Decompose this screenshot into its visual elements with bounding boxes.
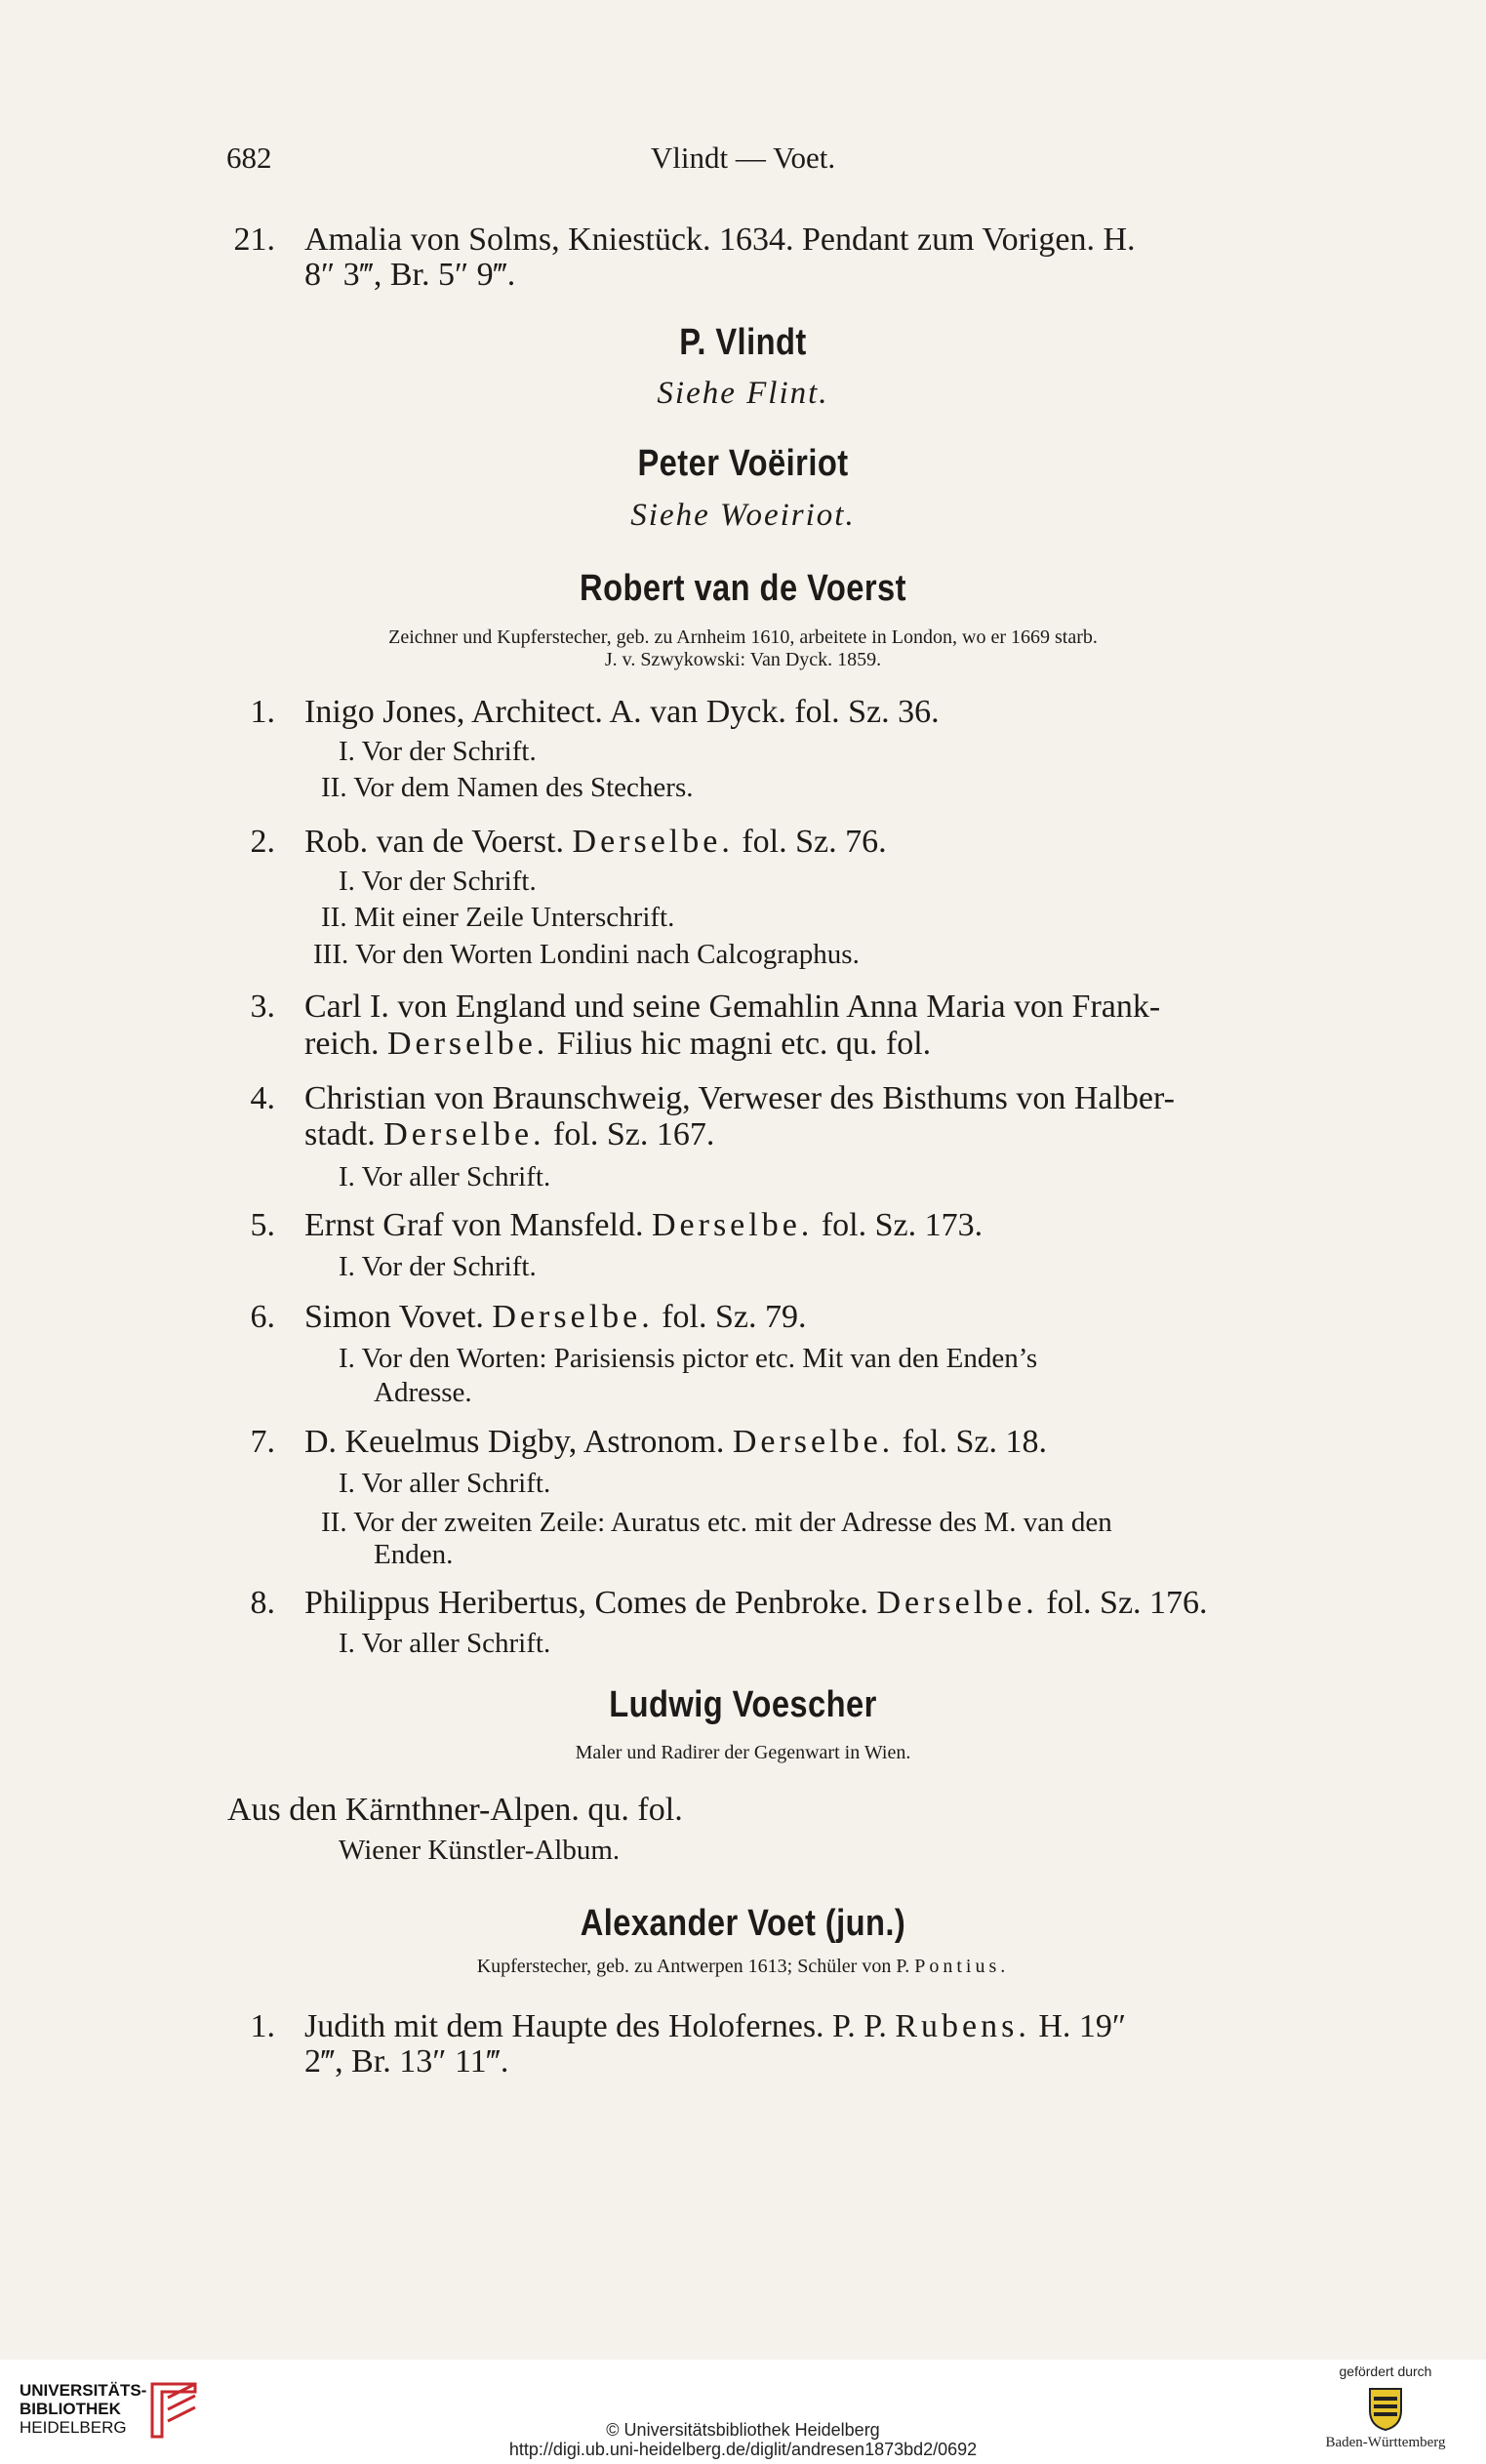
entry-number: 2.	[250, 824, 275, 860]
state-line: Wiener Künstler-Album.	[339, 1835, 621, 1866]
entry-format: fol. Sz. 167.	[553, 1116, 715, 1152]
state-line: I. Vor aller Schrift.	[339, 1161, 551, 1192]
entry-number: 6.	[250, 1299, 275, 1335]
entry-text: Amalia von Solms, Kniestück. 1634. Pendant zum Vorigen. H.	[304, 222, 1136, 258]
entry-text: 2‴, Br. 13″ 11‴.	[304, 2043, 509, 2080]
artist-heading: Ludwig Voescher	[609, 1684, 877, 1725]
entry-format: Filius hic magni etc. qu. fol.	[556, 1026, 932, 1062]
state-line: I. Vor der Schrift.	[339, 1251, 537, 1282]
artist-heading: Alexander Voet (jun.)	[580, 1903, 906, 1944]
artist-ref: Derselbe.	[386, 1026, 549, 1062]
entry-title	[304, 1115, 714, 1154]
entry-format: fol. Sz. 173.	[821, 1207, 984, 1243]
state-line: I. Vor der Schrift.	[339, 736, 537, 767]
running-title: Vlindt — Voet.	[650, 141, 836, 175]
artist-ref: Derselbe.	[492, 1299, 654, 1335]
entry-title: Aus den Kärnthner-Alpen. qu. fol.	[227, 1792, 683, 1828]
state-line: II. Vor dem Namen des Stechers.	[321, 772, 694, 803]
entry-number: 4.	[250, 1080, 275, 1116]
artist-ref: Derselbe.	[572, 824, 734, 860]
bio-teacher: Pontius.	[914, 1956, 1010, 1977]
library-name-line: BIBLIOTHEK	[20, 2400, 121, 2418]
entry-title	[304, 2007, 1126, 2046]
entry-subject: stadt.	[304, 1116, 376, 1152]
entry-number: 7.	[250, 1424, 275, 1460]
entry-title: Inigo Jones, Architect. A. van Dyck. fol. Sz. 36.	[304, 694, 940, 730]
entry-subject: reich.	[304, 1026, 380, 1062]
entry-subject: Judith mit dem Haupte des Holofernes. P. P.	[304, 2008, 887, 2044]
entry-subject: Philippus Heribertus, Comes de Penbroke.	[304, 1585, 868, 1621]
entry-title: Carl I. von England und seine Gemahlin Anna Maria von Frank-	[304, 989, 1161, 1025]
entry-title	[304, 1423, 1047, 1462]
artist-ref: Rubens.	[895, 2008, 1030, 2044]
entry-number: 5.	[250, 1207, 275, 1243]
artist-ref: Derselbe.	[876, 1585, 1038, 1621]
artist-ref: Derselbe.	[732, 1424, 895, 1460]
coat-of-arms-icon	[1358, 2385, 1413, 2432]
artist-heading: Robert van de Voerst	[580, 568, 906, 609]
page-number: 682	[226, 141, 272, 175]
state-line: I. Vor den Worten: Parisiensis pictor etc. Mit van den Enden’s	[339, 1343, 1038, 1374]
entry-title	[304, 1584, 1208, 1623]
artist-ref: Derselbe.	[651, 1207, 814, 1243]
entry-title	[304, 1025, 931, 1064]
entry-subject: D. Keuelmus Digby, Astronom.	[304, 1424, 725, 1460]
cross-reference: Siehe Flint.	[657, 376, 829, 411]
bio-text: Kupferstecher, geb. zu Antwerpen 1613; Schüler von P.	[476, 1956, 910, 1977]
entry-number: 8.	[250, 1585, 275, 1621]
artist-bio: Zeichner und Kupferstecher, geb. zu Arnheim 1610, arbeitete in London, wo er 1669 starb.	[388, 626, 1098, 648]
state-line: II. Vor der zweiten Zeile: Auratus etc. mit der Adresse des M. van den	[321, 1507, 1112, 1538]
entry-title	[304, 823, 887, 862]
state-line: I. Vor aller Schrift.	[339, 1628, 551, 1659]
entry-format: H. 19″	[1038, 2008, 1127, 2044]
entry-subject: Ernst Graf von Mansfeld.	[304, 1207, 644, 1243]
artist-ref: Derselbe.	[383, 1116, 545, 1152]
entry-subject: Simon Vovet.	[304, 1299, 484, 1335]
state-line: II. Mit einer Zeile Unterschrift.	[321, 902, 675, 933]
state-line: I. Vor aller Schrift.	[339, 1468, 551, 1499]
artist-bio	[0, 1955, 1486, 1978]
entry-format: fol. Sz. 18.	[902, 1424, 1047, 1460]
state-label: Baden-Württemberg	[1325, 2435, 1446, 2450]
entry-title: Christian von Braunschweig, Verweser des Bisthums von Halber-	[304, 1080, 1175, 1116]
state-line: Adresse.	[374, 1377, 472, 1408]
state-line: Enden.	[374, 1539, 454, 1570]
artist-heading: Peter Voëiriot	[637, 443, 849, 484]
entry-number: 1.	[250, 2008, 275, 2044]
entry-number: 21.	[233, 222, 275, 258]
library-name-line: UNIVERSITÄTS-	[20, 2381, 147, 2400]
artist-heading: P. Vlindt	[679, 322, 807, 363]
entry-number: 3.	[250, 989, 275, 1025]
entry-number: 1.	[250, 694, 275, 730]
entry-format: fol. Sz. 176.	[1046, 1585, 1208, 1621]
entry-title	[304, 1298, 807, 1337]
entry-text: 8″ 3‴, Br. 5″ 9‴.	[304, 257, 516, 293]
cross-reference: Siehe Woeiriot.	[630, 498, 856, 533]
funded-label: gefördert durch	[1339, 2363, 1432, 2379]
artist-bio: Maler und Radirer der Gegenwart in Wien.	[575, 1742, 911, 1763]
entry-format: fol. Sz. 76.	[742, 824, 887, 860]
sponsor-block	[1307, 2363, 1464, 2451]
state-line: I. Vor der Schrift.	[339, 866, 537, 897]
permalink[interactable]: http://digi.ub.uni-heidelberg.de/diglit/andresen1873bd2/0692	[508, 2440, 978, 2459]
artist-bio: J. v. Szwykowski: Van Dyck. 1859.	[604, 649, 882, 670]
entry-title	[304, 1206, 983, 1245]
state-line: III. Vor den Worten Londini nach Calcographus.	[313, 939, 860, 970]
library-name-line: HEIDELBERG	[20, 2418, 127, 2437]
copyright-notice: © Universitätsbibliothek Heidelberg	[606, 2420, 880, 2440]
entry-format: fol. Sz. 79.	[662, 1299, 807, 1335]
entry-subject: Rob. van de Voerst.	[304, 824, 565, 860]
